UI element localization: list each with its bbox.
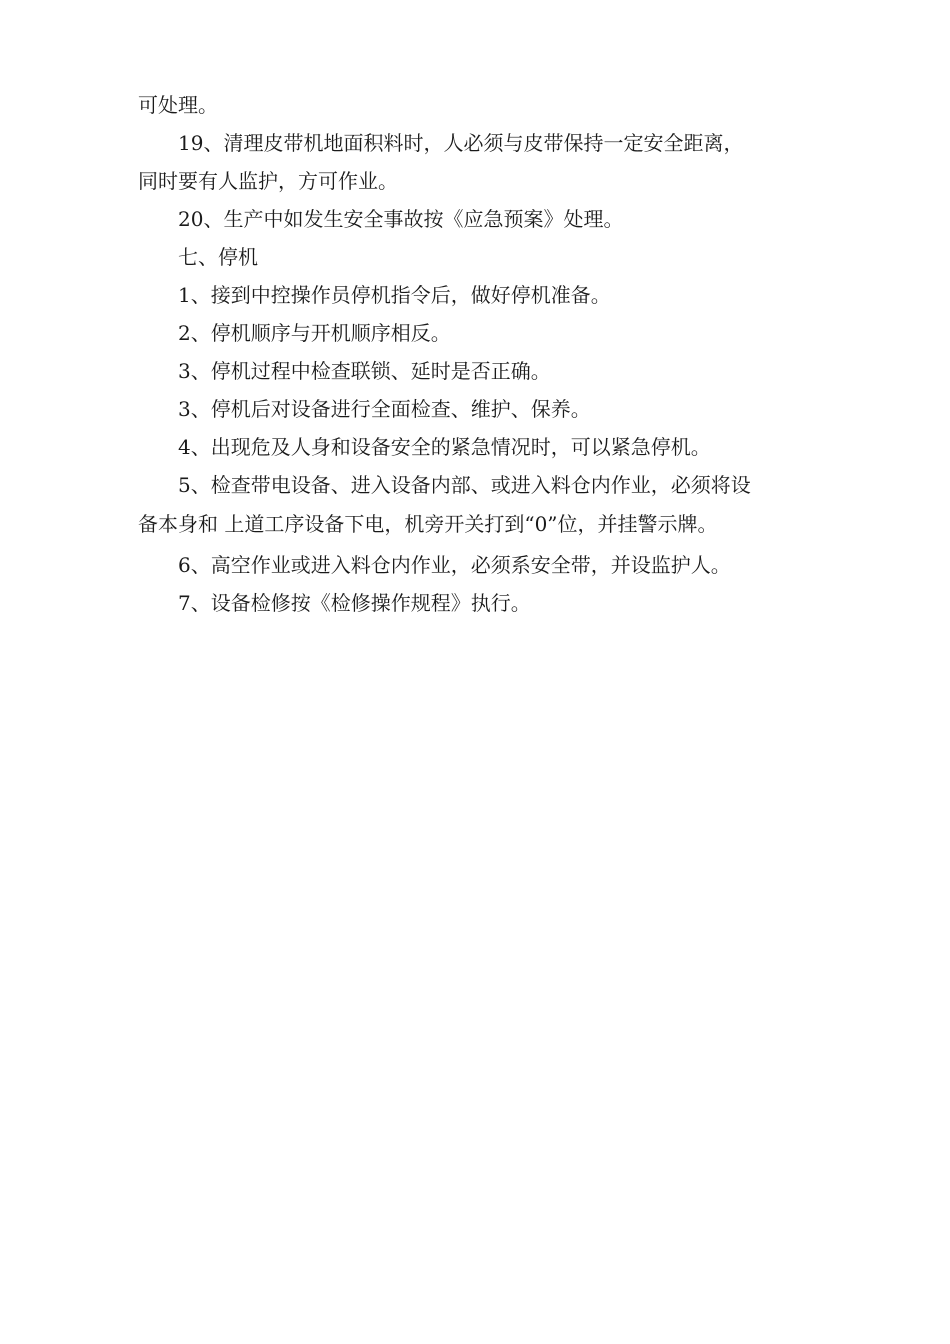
paragraph-shutdown-5-line-1: 5、检查带电设备、进入设备内部、或进入料仓内作业，必须将设 xyxy=(178,473,751,497)
paragraph-shutdown-4: 4、出现危及人身和设备安全的紧急情况时，可以紧急停机。 xyxy=(178,435,711,459)
paragraph-item-19 xyxy=(138,124,818,200)
section-heading-shutdown: 七、停机 xyxy=(178,245,258,269)
paragraph-shutdown-3b: 3、停机后对设备进行全面检查、维护、保养。 xyxy=(178,397,591,421)
document-body xyxy=(138,86,818,622)
paragraph-item-19-line-1: 19、清理皮带机地面积料时，人必须与皮带保持一定安全距离， xyxy=(178,131,744,155)
paragraph-shutdown-3a: 3、停机过程中检查联锁、延时是否正确。 xyxy=(178,359,551,383)
paragraph-shutdown-2: 2、停机顺序与开机顺序相反。 xyxy=(178,321,451,345)
paragraph-shutdown-1: 1、接到中控操作员停机指令后，做好停机准备。 xyxy=(178,283,611,307)
paragraph-shutdown-5 xyxy=(138,466,818,544)
paragraph-shutdown-7: 7、设备检修按《检修操作规程》执行。 xyxy=(178,591,531,615)
paragraph-item-19-line-2: 同时要有人监护，方可作业。 xyxy=(138,169,398,193)
paragraph-item-20: 20、生产中如发生安全事故按《应急预案》处理。 xyxy=(178,207,624,231)
paragraph-shutdown-6: 6、高空作业或进入料仓内作业，必须系安全带，并设监护人。 xyxy=(178,553,731,577)
paragraph-shutdown-5-line-2: 备本身和 上道工序设备下电，机旁开关打到“0”位，并挂警示牌。 xyxy=(138,512,718,536)
paragraph-continuation: 可处理。 xyxy=(138,93,218,117)
